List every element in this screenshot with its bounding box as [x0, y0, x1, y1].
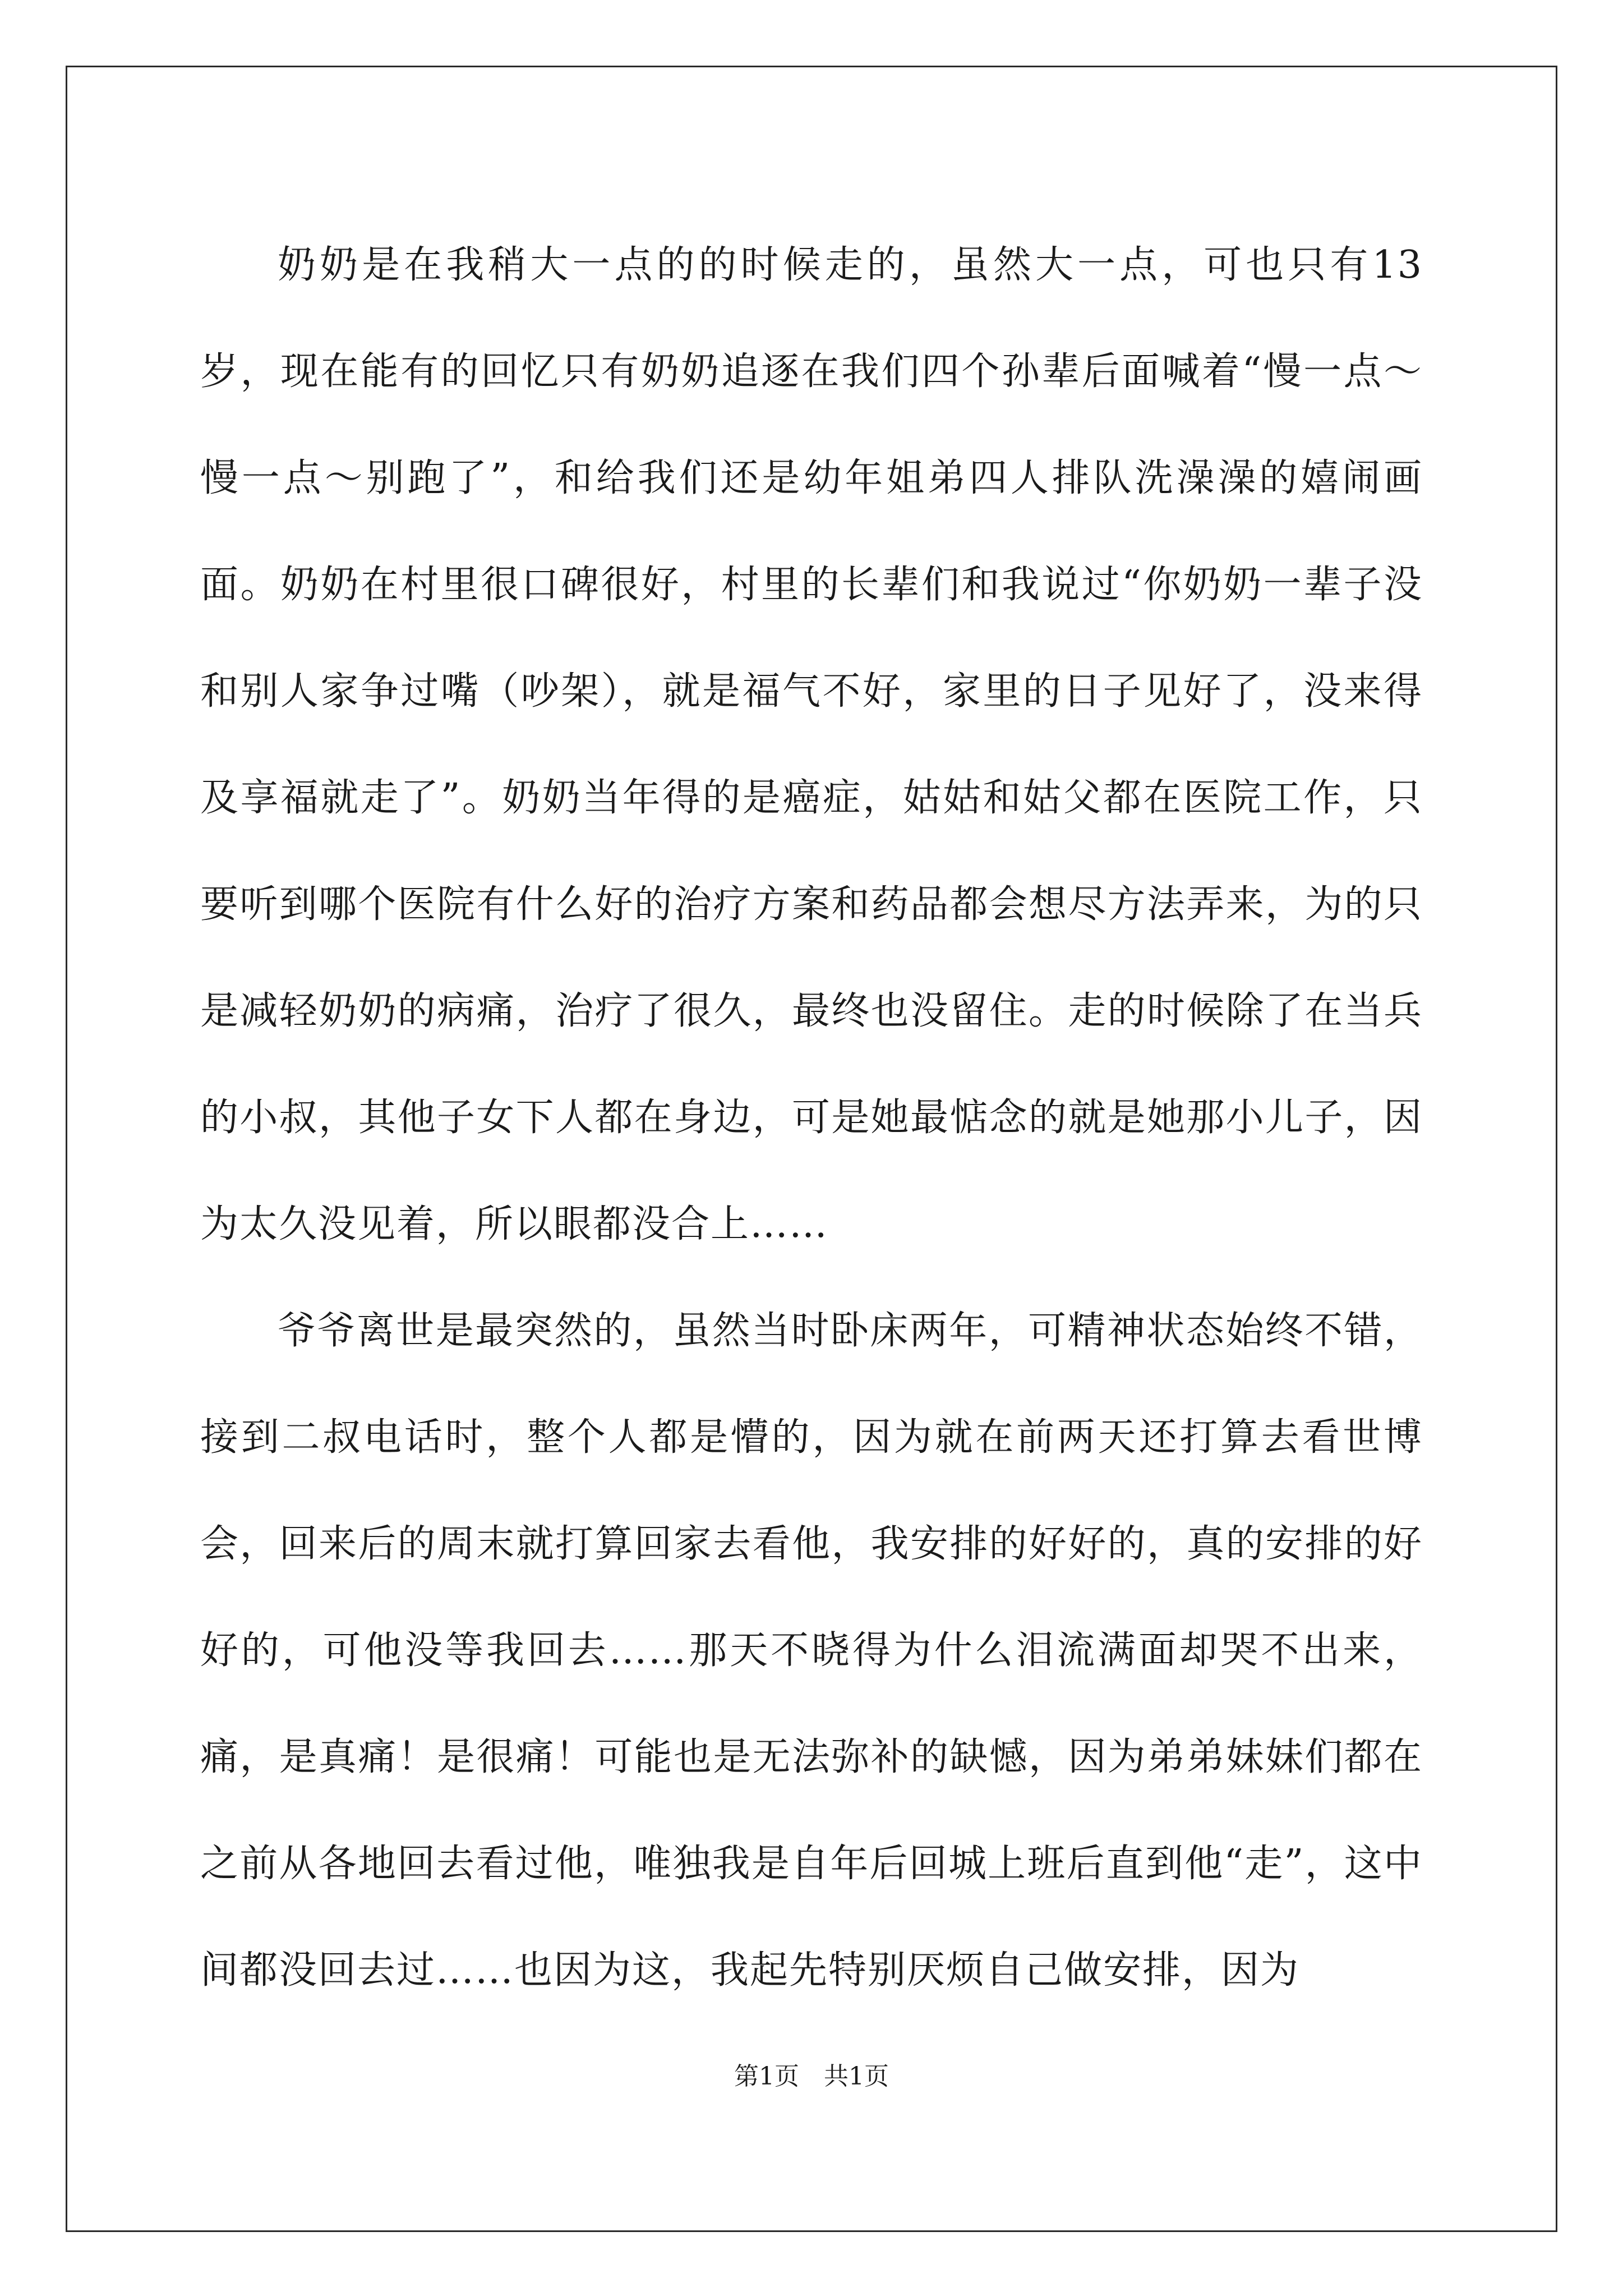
page-number-footer: 第1页 共1页	[734, 2062, 889, 2091]
paragraph-grandfather: 爷爷离世是最突然的，虽然当时卧床两年，可精神状态始终不错，接到二叔电话时，整个人都是懵的，因为就在前两天还打算去看世博会，回来后的周末就打算回家去看他，我安排的好好的，真的安排的好好的，可他没等我回去……那天不晓得为什么泪流满面却哭不出来，痛，是真痛！是很痛！可能也是无法弥补的缺憾，因为弟弟妹妹们都在之前从各地回去看过他，唯独我是自年后回城上班后直到他“走”，这中间都没回去过……也因为这，我起先特别厌烦自己做安排，因为	[200, 1309, 1423, 1993]
document-body	[200, 212, 1423, 2024]
paragraph-grandmother: 奶奶是在我稍大一点的的时候走的，虽然大一点，可也只有13岁，现在能有的回忆只有奶奶追逐在我们四个孙辈后面喊着“慢一点～慢一点～别跑了”，和给我们还是幼年姐弟四人排队洗澡澡的嬉闹画面。奶奶在村里很口碑很好，村里的长辈们和我说过“你奶奶一辈子没和别人家争过嘴（吵架），就是福气不好，家里的日子见好了，没来得及享福就走了”。奶奶当年得的是癌症，姑姑和姑父都在医院工作，只要听到哪个医院有什么好的治疗方案和药品都会想尽方法弄来，为的只是减轻奶奶的病痛，治疗了很久，最终也没留住。走的时候除了在当兵的小叔，其他子女下人都在身边，可是她最惦念的就是她那小儿子，因为太久没见着，所以眼都没合上……	[200, 243, 1423, 1246]
